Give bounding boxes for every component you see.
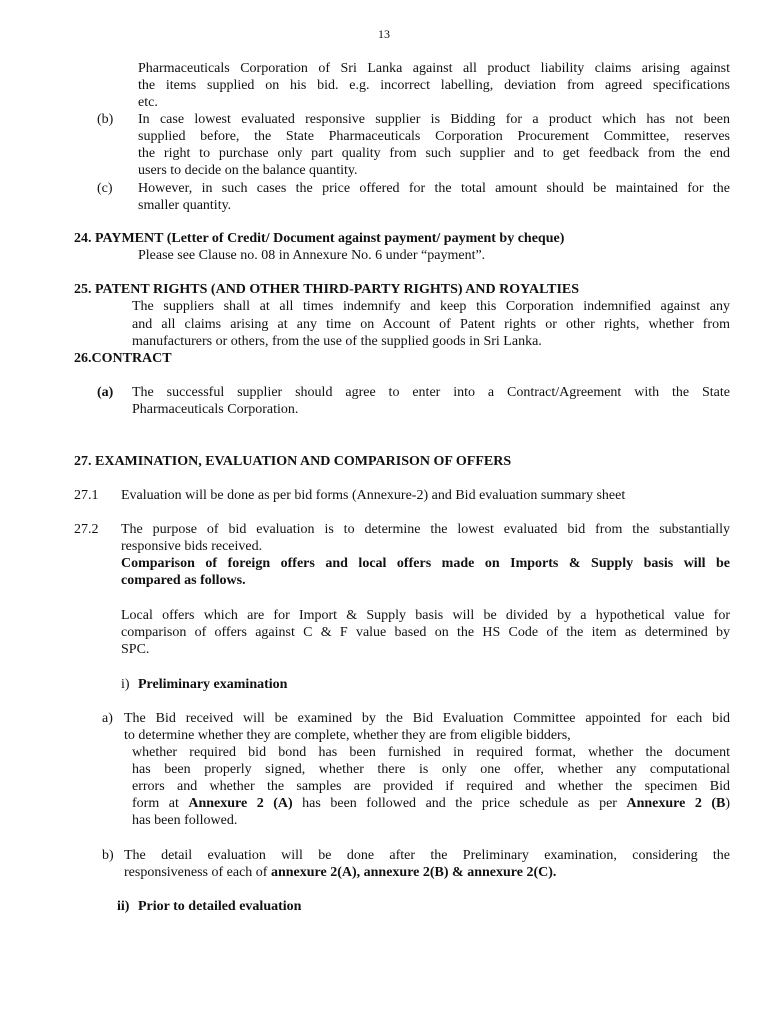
bold-line: Comparison of foreign offers and local offers made on Imports & Supply basis will be	[121, 556, 730, 571]
paragraph-line: errors and whether the samples are provided if required and whether the specimen Bid	[132, 779, 730, 794]
paragraph-line: However, in such cases the price offered for the total amount should be maintained for the	[138, 181, 730, 196]
text: form at	[132, 796, 189, 811]
paragraph-line: The Bid received will be examined by the Bid Evaluation Committee appointed for each bid	[124, 711, 730, 726]
paragraph-line: users to decide on the balance quantity.	[138, 163, 358, 178]
paragraph-line: manufacturers or others, from the use of the supplied goods in Sri Lanka.	[132, 334, 542, 349]
paragraph-line: SPC.	[121, 642, 150, 657]
paragraph-line: has been followed.	[132, 813, 238, 828]
item-label-a: (a)	[97, 385, 114, 400]
item-label-a: a)	[102, 711, 113, 726]
paragraph-line: The successful supplier should agree to enter into a Contract/Agreement with the State	[132, 385, 730, 400]
paragraph-line: smaller quantity.	[138, 198, 232, 213]
page-number: 13	[378, 27, 390, 41]
clause-26-heading: 26.CONTRACT	[74, 351, 172, 366]
paragraph-line-mixed	[124, 864, 556, 881]
paragraph-line: supplied before, the State Pharmaceuticals Corporation Procurement Committee, reserves	[138, 129, 730, 144]
item-label-c: (c)	[97, 181, 113, 196]
subheading-number: ii)	[117, 899, 130, 914]
paragraph-line: to determine whether they are complete, whether they are from eligible bidders,	[124, 728, 571, 743]
paragraph-line: The purpose of bid evaluation is to determine the lowest evaluated bid from the substantially	[121, 522, 730, 537]
subclause-number: 27.2	[74, 522, 99, 537]
paragraph-line: The detail evaluation will be done after the Preliminary examination, considering the	[124, 848, 730, 863]
paragraph-line: Pharmaceuticals Corporation of Sri Lanka against all product liability claims arising against	[138, 61, 730, 76]
paragraph-line: the items supplied on his bid. e.g. incorrect labelling, deviation from agreed specifications	[138, 78, 730, 93]
preliminary-examination-heading: Preliminary examination	[138, 677, 288, 692]
annexure-refs: annexure 2(A), annexure 2(B) & annexure 2(C).	[270, 865, 557, 880]
paragraph-line: The suppliers shall at all times indemnify and keep this Corporation indemnified against any	[132, 299, 730, 314]
text: has been followed and the price schedule as per	[292, 796, 627, 811]
clause-27-heading: 27. EXAMINATION, EVALUATION AND COMPARISON OF OFFERS	[74, 454, 512, 469]
paragraph-line: and all claims arising at any time on Account of Patent rights or other rights, whether from	[132, 317, 730, 332]
annexure-2a-ref: Annexure 2 (A)	[188, 796, 293, 811]
clause-24-heading: 24. PAYMENT (Letter of Credit/ Document against payment/ payment by cheque)	[74, 231, 565, 246]
paragraph-line: Local offers which are for Import & Supply basis will be divided by a hypothetical value for	[121, 608, 730, 623]
paragraph-line: Evaluation will be done as per bid forms (Annexure-2) and Bid evaluation summary sheet	[121, 488, 626, 503]
prior-evaluation-heading: Prior to detailed evaluation	[138, 899, 302, 914]
clause-25-heading: 25. PATENT RIGHTS (AND OTHER THIRD-PARTY RIGHTS) AND ROYALTIES	[74, 282, 580, 297]
subclause-number: 27.1	[74, 488, 99, 503]
bold-line: compared as follows.	[121, 573, 246, 588]
text: responsiveness of each of	[124, 865, 271, 880]
paragraph-line: etc.	[138, 95, 158, 110]
item-label-b: (b)	[97, 112, 114, 127]
paragraph-line: Pharmaceuticals Corporation.	[132, 402, 299, 417]
paragraph-line: comparison of offers against C & F value based on the HS Code of the item as determined by	[121, 625, 730, 640]
paragraph-line: the right to purchase only part quality from such supplier and to get feedback from the end	[138, 146, 730, 161]
item-label-b: b)	[102, 848, 114, 863]
paragraph-line: whether required bid bond has been furnished in required format, whether the document	[132, 745, 730, 760]
text: )	[725, 796, 731, 811]
paragraph-line: Please see Clause no. 08 in Annexure No. 6 under “payment”.	[138, 248, 486, 263]
paragraph-line: responsive bids received.	[121, 539, 263, 554]
paragraph-line-mixed	[132, 795, 730, 812]
subheading-number: i)	[121, 677, 130, 692]
paragraph-line: has been properly signed, whether there is only one offer, whether any computational	[132, 762, 730, 777]
annexure-2b-ref: Annexure 2 (B	[626, 796, 726, 811]
paragraph-line: In case lowest evaluated responsive supplier is Bidding for a product which has not been	[138, 112, 730, 127]
